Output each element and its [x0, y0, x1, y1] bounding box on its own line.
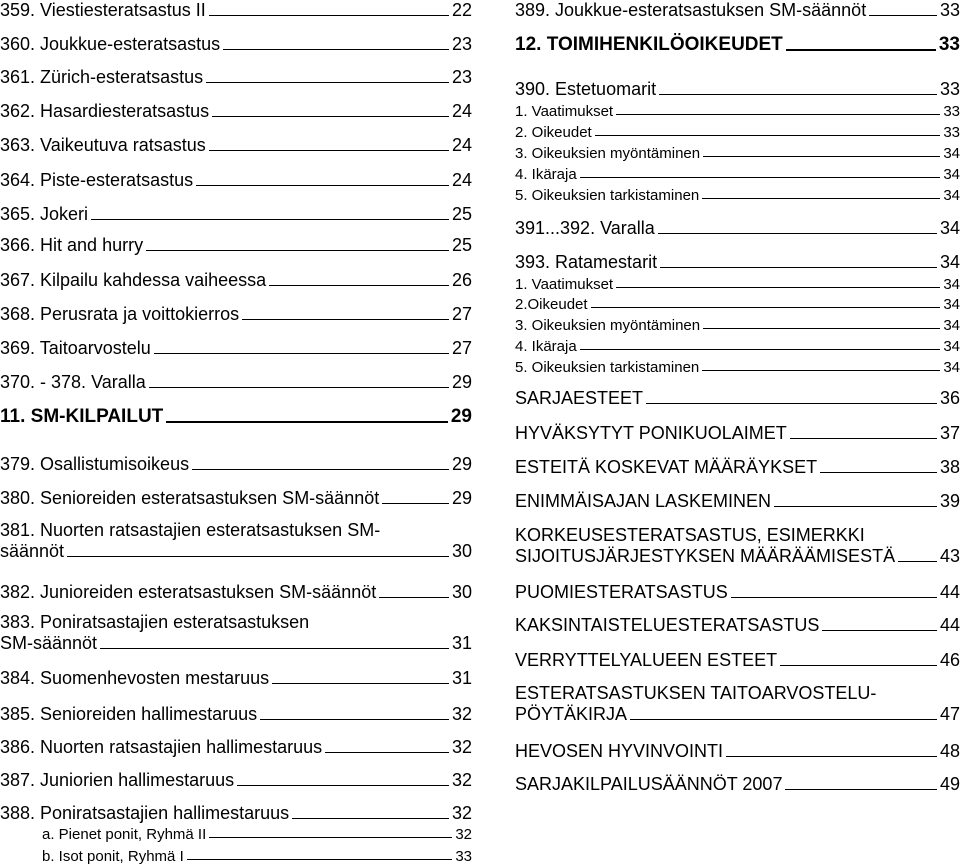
- page-number: 29: [451, 372, 472, 392]
- leader-line: [630, 719, 937, 720]
- page-number: 32: [451, 770, 472, 790]
- toc-entry[interactable]: [0, 488, 472, 509]
- toc-entry-title-line2: säännöt: [0, 541, 65, 561]
- toc-entry-title: 380. Senioreiden esteratsastuksen SM-säännöt: [0, 488, 380, 508]
- toc-subentry[interactable]: [515, 317, 960, 334]
- toc-entry[interactable]: [515, 683, 960, 725]
- toc-entry-title: 386. Nuorten ratsastajien hallimestaruus: [0, 737, 323, 757]
- page-number: 25: [451, 204, 472, 224]
- toc-entry-title: 366. Hit and hurry: [0, 235, 144, 255]
- toc-entry[interactable]: [0, 454, 472, 475]
- toc-entry-title: 361. Zürich-esteratsastus: [0, 67, 204, 87]
- toc-entry-title: 390. Estetuomarit: [515, 79, 657, 99]
- toc-entry[interactable]: [515, 218, 960, 239]
- toc-entry[interactable]: [0, 612, 472, 654]
- leader-line: [780, 665, 937, 666]
- leader-line: [196, 185, 449, 186]
- toc-entry-title: 388. Poniratsastajien hallimestaruus: [0, 803, 290, 823]
- toc-subentry[interactable]: [515, 103, 960, 120]
- leader-line: [206, 82, 449, 83]
- toc-entry-title: 389. Joukkue-esteratsastuksen SM-säännöt: [515, 0, 867, 20]
- leader-line: [785, 789, 937, 790]
- toc-entry[interactable]: [515, 79, 960, 100]
- toc-entry-title-line1: 381. Nuorten ratsastajien esteratsastuksen SM-: [0, 520, 381, 540]
- toc-chapter-heading[interactable]: [515, 34, 960, 56]
- page-number: 33: [943, 124, 960, 141]
- toc-entry-title: ESTEITÄ KOSKEVAT MÄÄRÄYKSET: [515, 457, 818, 477]
- toc-entry[interactable]: [0, 668, 472, 689]
- toc-entry-title: 385. Senioreiden hallimestaruus: [0, 704, 258, 724]
- leader-line: [91, 219, 449, 220]
- toc-subentry[interactable]: [515, 276, 960, 293]
- page-number: 48: [939, 741, 960, 761]
- toc-entry-title: KAKSINTAISTELUESTERATSASTUS: [515, 615, 820, 635]
- leader-line: [382, 503, 449, 504]
- page-number: 49: [939, 774, 960, 794]
- page-number: 24: [451, 135, 472, 155]
- leader-line: [786, 49, 936, 51]
- page-number: 43: [939, 546, 960, 566]
- toc-entry-title: 2. Oikeudet: [515, 124, 592, 141]
- page-number: 36: [939, 388, 960, 408]
- page-number: 27: [451, 338, 472, 358]
- page-number: 38: [939, 457, 960, 477]
- leader-line: [616, 114, 940, 115]
- toc-entry-title: 384. Suomenhevosten mestaruus: [0, 668, 270, 688]
- toc-entry-title: 360. Joukkue-esteratsastus: [0, 34, 221, 54]
- leader-line: [149, 387, 449, 388]
- toc-entry-title: 379. Osallistumisoikeus: [0, 454, 190, 474]
- leader-line: [703, 156, 940, 157]
- page-number: 22: [451, 0, 472, 20]
- page-number: 32: [451, 737, 472, 757]
- toc-entry-title: 3. Oikeuksien myöntäminen: [515, 145, 701, 162]
- toc-subentry[interactable]: [515, 338, 960, 355]
- toc-entry-title: 4. Ikäraja: [515, 166, 577, 183]
- leader-line: [646, 403, 937, 404]
- toc-entry[interactable]: [515, 774, 960, 795]
- page-number: 34: [943, 317, 960, 334]
- toc-entry[interactable]: [0, 338, 472, 359]
- leader-line: [209, 15, 449, 16]
- toc-entry-title: SARJAKILPAILUSÄÄNNÖT 2007: [515, 774, 783, 794]
- page-number: 24: [451, 170, 472, 190]
- toc-entry[interactable]: [515, 0, 960, 21]
- page-number: 34: [943, 145, 960, 162]
- toc-entry-title: 393. Ratamestarit: [515, 252, 658, 272]
- toc-entry-title: 370. - 378. Varalla: [0, 372, 146, 392]
- page-number: 29: [451, 454, 472, 474]
- toc-entry[interactable]: [0, 0, 472, 21]
- page-number: 23: [451, 67, 472, 87]
- toc-entry-title: SARJAESTEET: [515, 388, 644, 408]
- toc-entry[interactable]: [0, 67, 472, 88]
- toc-entry[interactable]: [0, 582, 472, 603]
- leader-line: [223, 49, 449, 50]
- page-number: 47: [939, 704, 960, 724]
- toc-entry-title: HYVÄKSYTYT PONIKUOLAIMET: [515, 423, 787, 443]
- leader-line: [100, 648, 449, 649]
- toc-entry-title: PUOMIESTERATSASTUS: [515, 582, 728, 602]
- page-number: 33: [943, 103, 960, 120]
- toc-entry-title: 11. SM-KILPAILUT: [0, 406, 164, 427]
- leader-line: [660, 267, 937, 268]
- toc-entry-title-line1: KORKEUSESTERATSASTUS, ESIMERKKI: [515, 525, 865, 545]
- toc-entry-title: HEVOSEN HYVINVOINTI: [515, 741, 724, 761]
- page-number: 27: [451, 304, 472, 324]
- toc-entry-title-line2: SIJOITUSJÄRJESTYKSEN MÄÄRÄÄMISESTÄ: [515, 546, 896, 566]
- leader-line: [591, 307, 941, 308]
- page-number: 34: [943, 338, 960, 355]
- toc-entry-title: 1. Vaatimukset: [515, 103, 614, 120]
- toc-entry-title: 4. Ikäraja: [515, 338, 577, 355]
- page-number: 33: [938, 34, 960, 55]
- leader-line: [702, 198, 940, 199]
- leader-line: [325, 752, 449, 753]
- toc-entry-title-line2: SM-säännöt: [0, 633, 98, 653]
- page-number: 33: [939, 79, 960, 99]
- toc-entry[interactable]: [0, 204, 472, 225]
- page-number: 32: [451, 704, 472, 724]
- toc-entry[interactable]: [0, 101, 472, 122]
- toc-subentry[interactable]: [515, 187, 960, 204]
- toc-entry-title: 2.Oikeudet: [515, 296, 588, 313]
- leader-line: [790, 438, 937, 439]
- page-number: 33: [939, 0, 960, 20]
- page-number: 30: [451, 582, 472, 602]
- toc-subentry[interactable]: [515, 359, 960, 376]
- toc-entry-title: VERRYTTELYALUEEN ESTEET: [515, 650, 778, 670]
- page-number: 37: [939, 423, 960, 443]
- leader-line: [212, 116, 449, 117]
- toc-entry[interactable]: [515, 741, 960, 762]
- toc-entry[interactable]: [515, 491, 960, 512]
- toc-entry[interactable]: [0, 34, 472, 55]
- page-number: 29: [451, 488, 472, 508]
- toc-entry-title: 5. Oikeuksien tarkistaminen: [515, 359, 700, 376]
- toc-entry[interactable]: [0, 520, 472, 562]
- page-number: 34: [943, 166, 960, 183]
- toc-subentry[interactable]: [515, 166, 960, 183]
- page-number: 30: [451, 541, 472, 561]
- leader-line: [209, 837, 452, 838]
- page-number: 33: [455, 848, 472, 865]
- toc-subentry[interactable]: [515, 145, 960, 162]
- leader-line: [272, 683, 449, 684]
- toc-entry-title: 368. Perusrata ja voittokierros: [0, 304, 240, 324]
- page-number: 44: [939, 615, 960, 635]
- toc-entry[interactable]: [515, 388, 960, 409]
- page-number: 24: [451, 101, 472, 121]
- toc-entry-title-line1: 383. Poniratsastajien esteratsastuksen: [0, 612, 310, 632]
- leader-line: [146, 250, 449, 251]
- toc-subentry[interactable]: [515, 124, 960, 141]
- leader-line: [67, 556, 449, 557]
- leader-line: [703, 328, 940, 329]
- toc-entry-row: [0, 541, 472, 562]
- leader-line: [659, 94, 937, 95]
- leader-line: [379, 597, 449, 598]
- leader-line: [616, 287, 940, 288]
- toc-entry[interactable]: [0, 372, 472, 393]
- page-number: 31: [451, 668, 472, 688]
- leader-line: [820, 472, 937, 473]
- page-number: 32: [455, 826, 472, 843]
- toc-entry-title: 391...392. Varalla: [515, 218, 655, 238]
- toc-entry-row: [515, 546, 960, 567]
- leader-line: [898, 561, 937, 562]
- toc-entry-title: b. Isot ponit, Ryhmä I: [42, 848, 184, 865]
- leader-line: [869, 15, 937, 16]
- page-number: 31: [451, 633, 472, 653]
- page-number: 23: [451, 34, 472, 54]
- page-number: 34: [943, 276, 960, 293]
- toc-entry[interactable]: [0, 170, 472, 191]
- leader-line: [237, 785, 449, 786]
- leader-line: [209, 150, 449, 151]
- page-number: 39: [939, 491, 960, 511]
- toc-entry[interactable]: [0, 135, 472, 156]
- leader-line: [822, 630, 937, 631]
- toc-entry[interactable]: [515, 582, 960, 603]
- page-number: 29: [450, 406, 472, 427]
- toc-entry[interactable]: [0, 770, 472, 791]
- toc-entry-title: 362. Hasardiesteratsastus: [0, 101, 210, 121]
- toc-entry[interactable]: [0, 235, 472, 256]
- toc-entry-title: ENIMMÄISAJAN LASKEMINEN: [515, 491, 772, 511]
- page-number: 32: [451, 803, 472, 823]
- toc-entry[interactable]: [0, 704, 472, 725]
- page-number: 34: [943, 187, 960, 204]
- toc-entry[interactable]: [515, 423, 960, 444]
- leader-line: [580, 349, 941, 350]
- toc-entry-title: 364. Piste-esteratsastus: [0, 170, 194, 190]
- leader-line: [702, 370, 940, 371]
- toc-entry-title: 3. Oikeuksien myöntäminen: [515, 317, 701, 334]
- toc-entry-title: 365. Jokeri: [0, 204, 89, 224]
- toc-entry[interactable]: [515, 457, 960, 478]
- toc-entry-title: 369. Taitoarvostelu: [0, 338, 151, 358]
- leader-line: [292, 818, 449, 819]
- page-number: 46: [939, 650, 960, 670]
- toc-entry-title: 387. Juniorien hallimestaruus: [0, 770, 235, 790]
- leader-line: [726, 756, 937, 757]
- leader-line: [774, 506, 937, 507]
- toc-entry-title: 1. Vaatimukset: [515, 276, 614, 293]
- toc-entry-title: 5. Oikeuksien tarkistaminen: [515, 187, 700, 204]
- page-number: 34: [939, 252, 960, 272]
- page-number: 34: [943, 296, 960, 313]
- leader-line: [192, 469, 449, 470]
- page-number: 34: [943, 359, 960, 376]
- leader-line: [154, 353, 449, 354]
- leader-line: [187, 859, 453, 860]
- leader-line: [595, 135, 941, 136]
- toc-entry-row: [515, 704, 960, 725]
- leader-line: [580, 177, 941, 178]
- toc-entry[interactable]: [0, 737, 472, 758]
- toc-entry-title-line1: ESTERATSASTUKSEN TAITOARVOSTELU-: [515, 683, 877, 703]
- page-number: 44: [939, 582, 960, 602]
- toc-entry[interactable]: [0, 270, 472, 291]
- leader-line: [269, 285, 449, 286]
- toc-subentry[interactable]: [0, 848, 472, 865]
- toc-subentry[interactable]: [515, 296, 960, 313]
- toc-subentry[interactable]: [0, 826, 472, 843]
- toc-entry-title-line2: PÖYTÄKIRJA: [515, 704, 628, 724]
- toc-entry[interactable]: [515, 650, 960, 671]
- toc-entry-title: 12. TOIMIHENKILÖOIKEUDET: [515, 34, 783, 55]
- page-number: 34: [939, 218, 960, 238]
- leader-line: [731, 597, 937, 598]
- toc-entry-title: 367. Kilpailu kahdessa vaiheessa: [0, 270, 267, 290]
- toc-entry-title: 359. Viestiesteratsastus II: [0, 0, 206, 20]
- page-number: 25: [451, 235, 472, 255]
- leader-line: [658, 233, 937, 234]
- page-number: 26: [451, 270, 472, 290]
- toc-entry-title: a. Pienet ponit, Ryhmä II: [42, 826, 207, 843]
- toc-entry[interactable]: [515, 525, 960, 567]
- toc-entry[interactable]: [515, 252, 960, 273]
- leader-line: [166, 421, 448, 423]
- toc-chapter-heading[interactable]: [0, 406, 472, 428]
- leader-line: [260, 719, 449, 720]
- toc-entry-row: [0, 633, 472, 654]
- toc-entry-title: 382. Junioreiden esteratsastuksen SM-säännöt: [0, 582, 377, 602]
- leader-line: [242, 319, 449, 320]
- toc-entry-title: 363. Vaikeutuva ratsastus: [0, 135, 206, 155]
- toc-entry[interactable]: [0, 803, 472, 824]
- toc-entry[interactable]: [0, 304, 472, 325]
- toc-entry[interactable]: [515, 615, 960, 636]
